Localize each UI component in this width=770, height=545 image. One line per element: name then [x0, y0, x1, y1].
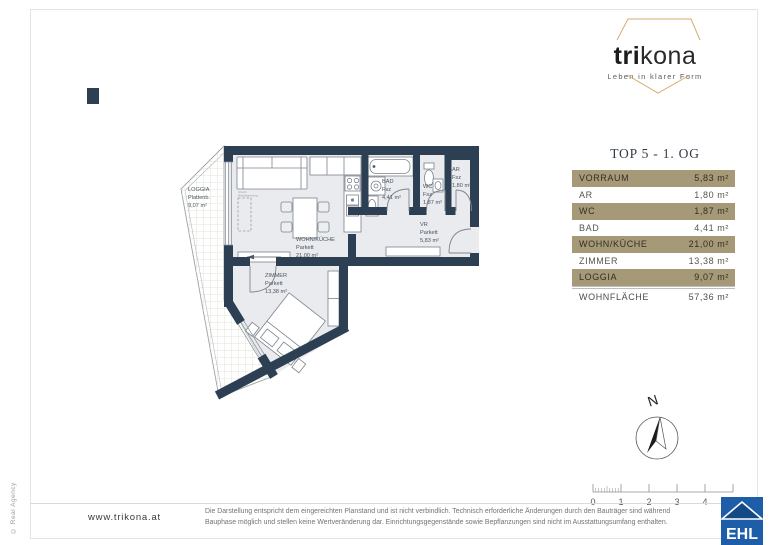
brand-name-light: kona	[640, 42, 697, 70]
svg-text:Parkett: Parkett	[420, 230, 438, 236]
furniture-annotation: Vorschl.	[238, 191, 248, 194]
row-label: AR	[579, 189, 593, 200]
row-label: WOHNFLÄCHE	[579, 291, 650, 302]
sofa	[237, 157, 307, 189]
wardrobe	[328, 271, 339, 326]
ehl-text: EHL	[726, 526, 758, 543]
room-label-wohnkueche: WOHN/KÜCHE	[296, 237, 335, 243]
svg-text:3: 3	[674, 497, 680, 507]
compass	[620, 390, 700, 470]
row-value: 4,41 m²	[694, 222, 729, 233]
svg-text:Fsz: Fsz	[452, 175, 462, 181]
row-label: WOHN/KÜCHE	[579, 239, 648, 250]
row-value: 21,00 m²	[688, 239, 729, 250]
svg-text:1,87 m²: 1,87 m²	[423, 200, 442, 206]
svg-text:Plattenb.: Plattenb.	[188, 195, 211, 201]
svg-text:Parkett: Parkett	[296, 245, 314, 251]
svg-text:4: 4	[702, 497, 708, 507]
svg-text:Möbelplatzierung: Möbelplatzierung	[238, 194, 258, 198]
svg-text:1: 1	[618, 497, 624, 507]
room-label-wc: WC	[423, 184, 433, 190]
row-label: BAD	[579, 222, 600, 233]
compass-needle-light	[656, 417, 666, 449]
row-label: ZIMMER	[579, 255, 619, 266]
room-label-vr: VR	[420, 222, 428, 228]
svg-text:5,83 m²: 5,83 m²	[420, 238, 439, 244]
room-label-bad: BAD	[382, 179, 394, 185]
disclaimer	[205, 507, 730, 528]
row-label: VORRAUM	[579, 173, 630, 184]
north-label: N	[645, 391, 661, 410]
disclaimer-line-2: Bauphase möglich und stellen keine Wertveränderung dar. Einrichtungsgegenstände sowie Bepflanzungen sind nicht im Ausstattungsumfang enthalten.	[205, 518, 668, 526]
unit-title: TOP 5 - 1. OG	[610, 146, 700, 161]
svg-text:Parkett: Parkett	[265, 281, 283, 287]
copyright-note: © Real Agency	[10, 482, 17, 534]
svg-text:13,38 m²: 13,38 m²	[265, 289, 288, 295]
room-label-ar: AR	[452, 167, 460, 173]
svg-text:Fsz: Fsz	[382, 187, 392, 193]
room-label-zimmer: ZIMMER	[265, 273, 288, 279]
svg-text:21,00 m²: 21,00 m²	[296, 253, 319, 259]
svg-text:2: 2	[646, 497, 652, 507]
svg-text:0: 0	[590, 497, 596, 507]
svg-text:Fsz: Fsz	[423, 192, 433, 198]
doormat	[386, 247, 440, 256]
disclaimer-line-1: Die Darstellung entspricht dem eingereichten Planstand und ist nicht verbindlich. Technisch erforderliche Änderungen durch den Bauträger sind während	[205, 508, 671, 515]
toilet	[424, 163, 434, 186]
row-value: 13,38 m²	[688, 255, 729, 266]
bathtub	[367, 157, 413, 176]
row-value: 5,83 m²	[694, 173, 729, 184]
svg-text:1,80 m²: 1,80 m²	[452, 183, 471, 189]
brand-tagline: Leben in klarer Form	[607, 72, 703, 81]
row-value: 9,07 m²	[694, 272, 729, 283]
footer-divider	[30, 503, 756, 504]
svg-text:4,41 m²: 4,41 m²	[382, 195, 401, 201]
row-label: WC	[579, 206, 596, 217]
ehl-logo	[721, 497, 763, 545]
svg-text:9,07 m²: 9,07 m²	[188, 203, 207, 209]
row-label: LOGGIA	[579, 272, 618, 283]
room-label-loggia: LOGGIA	[188, 187, 210, 193]
row-value: 57,36 m²	[688, 291, 729, 302]
row-value: 1,80 m²	[694, 189, 729, 200]
scale-labels	[590, 497, 735, 507]
website-link[interactable]: www.trikona.at	[88, 512, 161, 523]
row-value: 1,87 m²	[694, 206, 729, 217]
brand-name-bold: tri	[613, 42, 641, 70]
